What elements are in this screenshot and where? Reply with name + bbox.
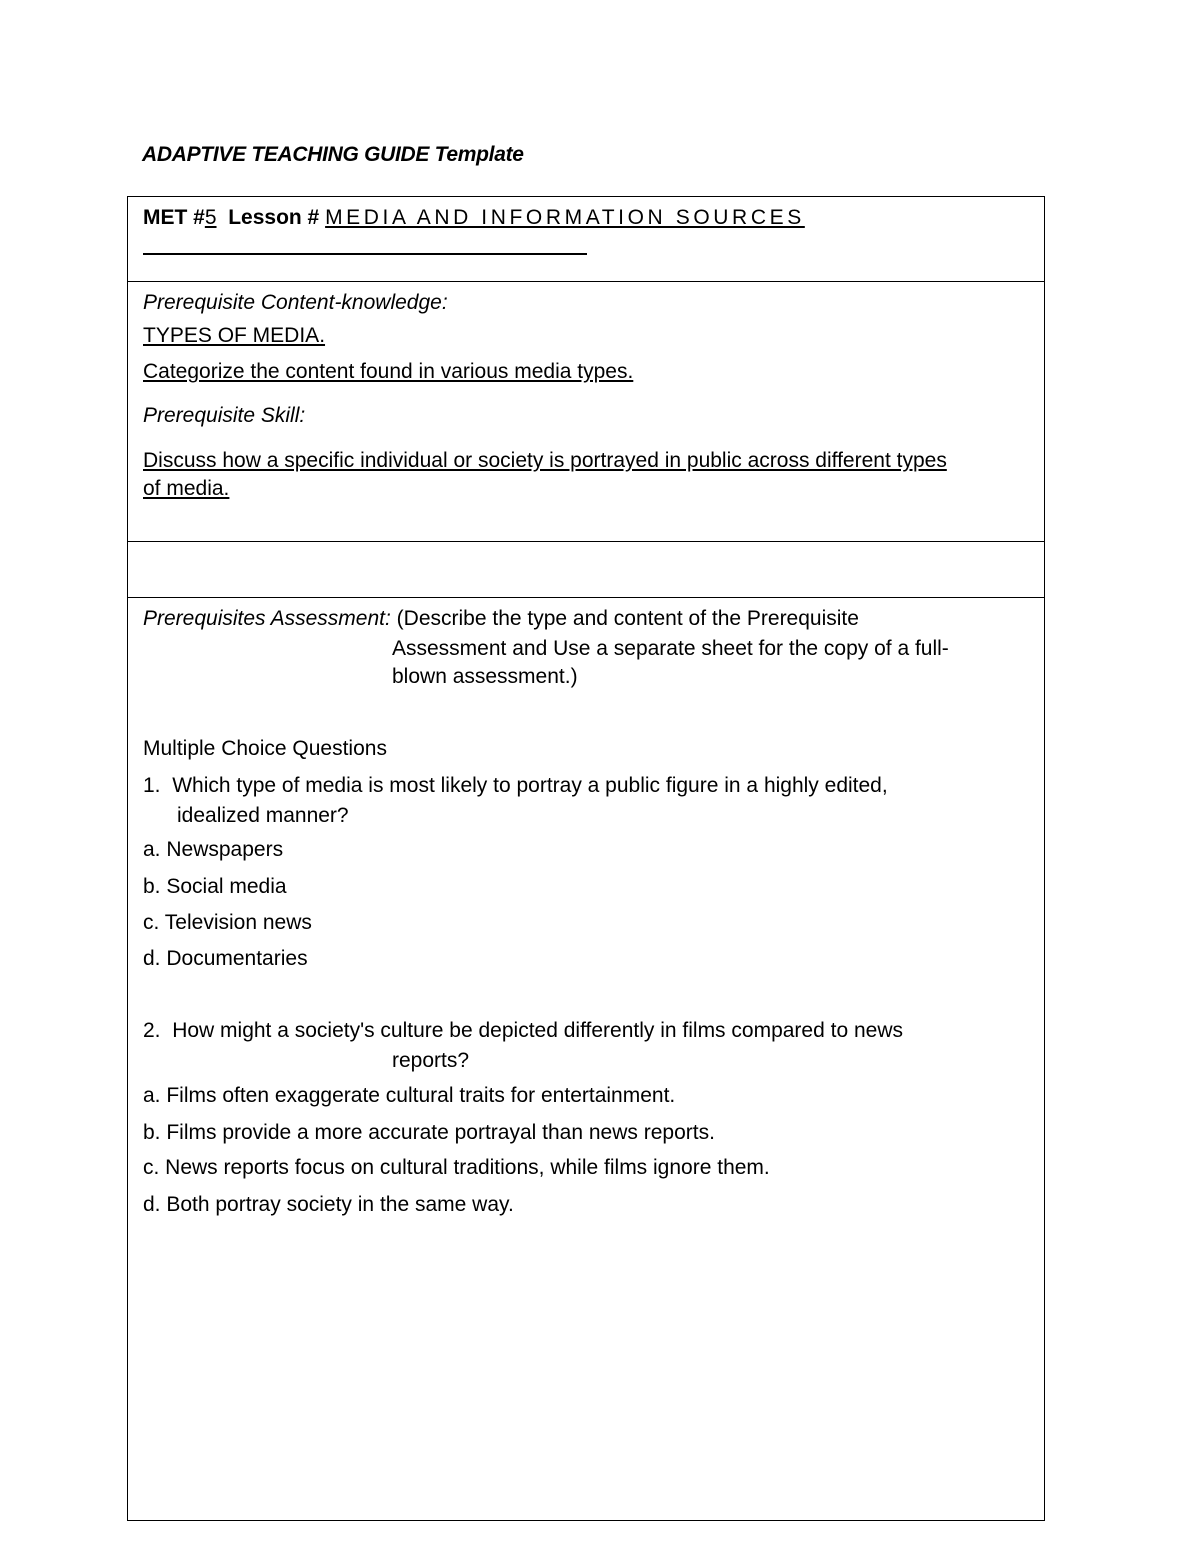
answer-option: c. Television news	[143, 911, 312, 934]
question-text: idealized manner?	[177, 804, 349, 827]
teaching-guide-table	[127, 196, 1045, 1521]
question-2	[143, 1019, 903, 1043]
lesson-label: Lesson #	[228, 206, 320, 229]
lesson-title: MEDIA AND INFORMATION SOURCES	[325, 206, 805, 229]
assessment-description: Assessment and Use a separate sheet for the copy of a full-	[392, 637, 949, 660]
met-label: MET #	[143, 206, 205, 229]
answer-option: b. Social media	[143, 875, 287, 898]
section-heading: Multiple Choice Questions	[143, 737, 387, 760]
answer-option: a. Films often exaggerate cultural traits for entertainment.	[143, 1084, 676, 1107]
empty-row	[128, 541, 1044, 597]
question-number: 1.	[143, 774, 161, 797]
content-knowledge-item: Categorize the content found in various media types.	[143, 360, 634, 383]
met-lesson-row	[128, 197, 1044, 281]
assessment-description: blown assessment.)	[392, 665, 578, 688]
skill-label: Prerequisite Skill:	[143, 404, 306, 427]
question-text: Which type of media is most likely to portray a public figure in a highly edited,	[172, 774, 888, 797]
answer-option: d. Documentaries	[143, 947, 308, 970]
skill-description: of media.	[143, 477, 230, 500]
answer-option: d. Both portray society in the same way.	[143, 1193, 514, 1216]
answer-option: b. Films provide a more accurate portrayal than news reports.	[143, 1121, 715, 1144]
content-knowledge-label: Prerequisite Content-knowledge:	[143, 291, 448, 314]
content-knowledge-item: TYPES OF MEDIA.	[143, 324, 326, 347]
met-number: 5	[204, 206, 217, 229]
question-text: reports?	[392, 1049, 470, 1072]
question-text: How might a society's culture be depicted differently in films compared to news	[172, 1019, 903, 1042]
prerequisites-row	[128, 281, 1044, 541]
question-1	[143, 774, 888, 798]
answer-option: a. Newspapers	[143, 838, 284, 861]
answer-option: c. News reports focus on cultural traditions, while films ignore them.	[143, 1156, 770, 1179]
blank-underline	[143, 253, 587, 255]
document-title: ADAPTIVE TEACHING GUIDE Template	[142, 143, 524, 166]
assessment-description: (Describe the type and content of the Prerequisite	[396, 607, 859, 630]
met-lesson-line	[143, 206, 805, 230]
assessment-label: Prerequisites Assessment:	[143, 607, 391, 630]
question-number: 2.	[143, 1019, 161, 1042]
assessment-row	[128, 597, 1044, 1522]
skill-description: Discuss how a specific individual or society is portrayed in public across different types	[143, 449, 947, 472]
assessment-intro	[143, 607, 859, 631]
